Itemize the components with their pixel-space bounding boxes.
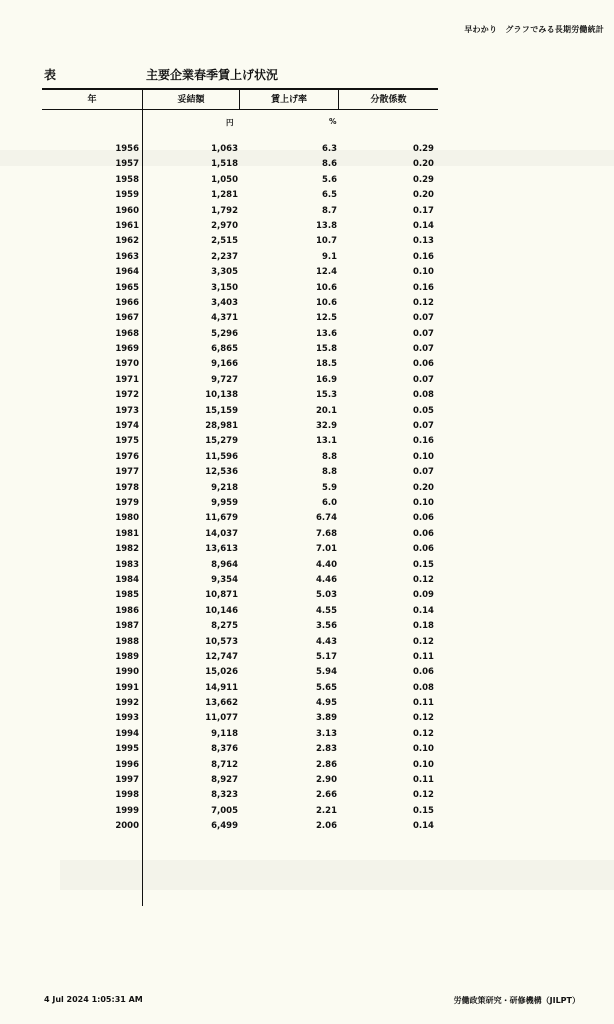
cell-year: 1983 [115, 559, 139, 570]
cell-coefficient: 0.08 [413, 682, 434, 693]
cell-coefficient: 0.08 [413, 390, 434, 401]
cell-rate: 10.7 [316, 236, 337, 247]
table-row [0, 357, 614, 372]
cell-year: 1957 [115, 159, 139, 170]
table-row [0, 250, 614, 265]
cell-coefficient: 0.09 [413, 590, 434, 601]
cell-rate: 20.1 [316, 405, 337, 416]
cell-amount: 10,138 [205, 390, 238, 401]
table-row [0, 496, 614, 511]
cell-amount: 9,166 [211, 359, 238, 370]
table-row [0, 404, 614, 419]
cell-rate: 3.13 [316, 728, 337, 739]
cell-year: 1969 [115, 344, 139, 355]
column-header-rate: 賃上げ率 [270, 95, 307, 105]
cell-year: 1964 [115, 267, 139, 278]
cell-year: 1974 [115, 421, 139, 432]
cell-rate: 2.66 [316, 790, 337, 801]
cell-amount: 14,037 [205, 528, 238, 539]
table-row [0, 819, 614, 834]
cell-coefficient: 0.07 [413, 374, 434, 385]
cell-rate: 6.74 [316, 513, 337, 524]
cell-coefficient: 0.12 [413, 574, 434, 585]
cell-coefficient: 0.20 [413, 190, 434, 201]
cell-amount: 11,596 [205, 451, 238, 462]
table-row [0, 788, 614, 803]
table-row [0, 527, 614, 542]
cell-rate: 5.17 [316, 651, 337, 662]
cell-amount: 9,118 [211, 728, 238, 739]
cell-rate: 15.8 [316, 344, 337, 355]
cell-coefficient: 0.12 [413, 636, 434, 647]
table-top-rule [42, 88, 438, 90]
cell-year: 1996 [115, 759, 139, 770]
cell-year: 1987 [115, 621, 139, 632]
table-row [0, 758, 614, 773]
print-timestamp: 4 Jul 2024 1:05:31 AM [44, 995, 143, 1004]
table-row [0, 188, 614, 203]
cell-amount: 10,871 [205, 590, 238, 601]
cell-rate: 13.8 [316, 220, 337, 231]
cell-amount: 9,354 [211, 574, 238, 585]
cell-year: 1963 [115, 251, 139, 262]
table-row [0, 157, 614, 172]
cell-amount: 13,613 [205, 544, 238, 555]
table-row [0, 481, 614, 496]
cell-rate: 16.9 [316, 374, 337, 385]
cell-rate: 2.83 [316, 744, 337, 755]
table-row [0, 327, 614, 342]
cell-rate: 18.5 [316, 359, 337, 370]
cell-year: 1978 [115, 482, 139, 493]
unit-rate: % [329, 117, 337, 126]
cell-amount: 28,981 [205, 421, 238, 432]
unit-amount: 円 [226, 118, 234, 127]
cell-coefficient: 0.16 [413, 436, 434, 447]
table-row [0, 558, 614, 573]
cell-coefficient: 0.10 [413, 497, 434, 508]
table-row [0, 342, 614, 357]
cell-rate: 2.86 [316, 759, 337, 770]
cell-amount: 1,050 [211, 174, 238, 185]
cell-year: 1986 [115, 605, 139, 616]
cell-amount: 10,146 [205, 605, 238, 616]
cell-coefficient: 0.07 [413, 313, 434, 324]
cell-year: 1998 [115, 790, 139, 801]
cell-amount: 8,275 [211, 621, 238, 632]
cell-rate: 8.8 [321, 467, 337, 478]
table-row [0, 296, 614, 311]
cell-coefficient: 0.07 [413, 328, 434, 339]
table-row [0, 727, 614, 742]
cell-amount: 1,792 [211, 205, 238, 216]
cell-amount: 4,371 [211, 313, 238, 324]
cell-year: 1961 [115, 220, 139, 231]
bleed-through-shade [60, 860, 614, 890]
cell-rate: 6.0 [321, 497, 337, 508]
cell-amount: 15,026 [205, 667, 238, 678]
cell-amount: 6,865 [211, 344, 238, 355]
cell-amount: 3,403 [211, 297, 238, 308]
cell-amount: 8,712 [211, 759, 238, 770]
table-row [0, 773, 614, 788]
cell-year: 1997 [115, 775, 139, 786]
cell-year: 1976 [115, 451, 139, 462]
table-row [0, 804, 614, 819]
cell-rate: 8.8 [321, 451, 337, 462]
cell-amount: 8,323 [211, 790, 238, 801]
table-row [0, 388, 614, 403]
cell-year: 1981 [115, 528, 139, 539]
cell-coefficient: 0.12 [413, 297, 434, 308]
cell-rate: 15.3 [316, 390, 337, 401]
cell-year: 1994 [115, 728, 139, 739]
cell-rate: 8.6 [321, 159, 337, 170]
table-row [0, 173, 614, 188]
cell-coefficient: 0.12 [413, 790, 434, 801]
cell-coefficient: 0.12 [413, 728, 434, 739]
cell-year: 1991 [115, 682, 139, 693]
cell-amount: 3,150 [211, 282, 238, 293]
cell-year: 1971 [115, 374, 139, 385]
table-row [0, 419, 614, 434]
cell-year: 1985 [115, 590, 139, 601]
cell-year: 1999 [115, 805, 139, 816]
cell-rate: 4.95 [316, 698, 337, 709]
column-header-coefficient: 分散係数 [370, 95, 407, 105]
cell-coefficient: 0.13 [413, 236, 434, 247]
cell-amount: 1,518 [211, 159, 238, 170]
cell-coefficient: 0.06 [413, 544, 434, 555]
cell-coefficient: 0.06 [413, 667, 434, 678]
cell-rate: 32.9 [316, 421, 337, 432]
cell-year: 1965 [115, 282, 139, 293]
table-row [0, 542, 614, 557]
cell-amount: 9,727 [211, 374, 238, 385]
cell-coefficient: 0.10 [413, 759, 434, 770]
cell-coefficient: 0.06 [413, 359, 434, 370]
table-row [0, 588, 614, 603]
table-row [0, 434, 614, 449]
header-divider [239, 90, 240, 109]
cell-rate: 8.7 [321, 205, 337, 216]
table-row [0, 234, 614, 249]
table-row [0, 465, 614, 480]
cell-amount: 15,159 [205, 405, 238, 416]
cell-year: 1993 [115, 713, 139, 724]
cell-coefficient: 0.16 [413, 282, 434, 293]
table-row [0, 511, 614, 526]
cell-amount: 2,515 [211, 236, 238, 247]
cell-coefficient: 0.20 [413, 482, 434, 493]
cell-coefficient: 0.11 [413, 651, 434, 662]
cell-rate: 13.1 [316, 436, 337, 447]
cell-year: 1959 [115, 190, 139, 201]
cell-amount: 9,959 [211, 497, 238, 508]
cell-rate: 10.6 [316, 282, 337, 293]
table-row [0, 619, 614, 634]
cell-amount: 13,662 [205, 698, 238, 709]
cell-rate: 10.6 [316, 297, 337, 308]
table-row [0, 742, 614, 757]
cell-coefficient: 0.20 [413, 159, 434, 170]
cell-year: 2000 [115, 821, 139, 832]
cell-year: 1992 [115, 698, 139, 709]
cell-amount: 7,005 [211, 805, 238, 816]
cell-year: 1982 [115, 544, 139, 555]
cell-rate: 5.9 [321, 482, 337, 493]
cell-coefficient: 0.14 [413, 821, 434, 832]
cell-year: 1980 [115, 513, 139, 524]
cell-rate: 6.3 [321, 144, 337, 154]
cell-year: 1995 [115, 744, 139, 755]
cell-coefficient: 0.14 [413, 220, 434, 231]
cell-rate: 2.06 [316, 821, 337, 832]
table-row [0, 573, 614, 588]
cell-year: 1979 [115, 497, 139, 508]
cell-amount: 1,063 [211, 144, 238, 154]
cell-coefficient: 0.16 [413, 251, 434, 262]
cell-year: 1990 [115, 667, 139, 678]
cell-amount: 8,927 [211, 775, 238, 786]
cell-year: 1973 [115, 405, 139, 416]
cell-coefficient: 0.11 [413, 698, 434, 709]
cell-amount: 5,296 [211, 328, 238, 339]
cell-amount: 10,573 [205, 636, 238, 647]
cell-rate: 5.94 [316, 667, 337, 678]
cell-amount: 9,218 [211, 482, 238, 493]
cell-year: 1962 [115, 236, 139, 247]
column-header-amount: 妥結額 [177, 95, 205, 105]
cell-coefficient: 0.11 [413, 775, 434, 786]
cell-rate: 4.46 [316, 574, 337, 585]
table-row [0, 604, 614, 619]
table-row [0, 650, 614, 665]
cell-year: 1968 [115, 328, 139, 339]
cell-rate: 4.55 [316, 605, 337, 616]
cell-rate: 3.56 [316, 621, 337, 632]
cell-coefficient: 0.06 [413, 528, 434, 539]
cell-amount: 8,376 [211, 744, 238, 755]
cell-amount: 12,536 [205, 467, 238, 478]
cell-year: 1972 [115, 390, 139, 401]
cell-amount: 15,279 [205, 436, 238, 447]
table-row [0, 373, 614, 388]
cell-coefficient: 0.29 [413, 144, 434, 154]
cell-rate: 3.89 [316, 713, 337, 724]
header-divider [142, 90, 143, 109]
table-row [0, 681, 614, 696]
cell-rate: 2.90 [316, 775, 337, 786]
cell-amount: 3,305 [211, 267, 238, 278]
cell-rate: 5.6 [321, 174, 337, 185]
cell-coefficient: 0.15 [413, 805, 434, 816]
cell-amount: 6,499 [211, 821, 238, 832]
cell-amount: 11,077 [205, 713, 238, 724]
table-row [0, 711, 614, 726]
cell-rate: 13.6 [316, 328, 337, 339]
table-row [0, 635, 614, 650]
table-label: 表 [44, 68, 57, 82]
cell-rate: 2.21 [316, 805, 337, 816]
cell-coefficient: 0.29 [413, 174, 434, 185]
header-divider [338, 90, 339, 109]
cell-coefficient: 0.10 [413, 267, 434, 278]
cell-year: 1966 [115, 297, 139, 308]
cell-year: 1984 [115, 574, 139, 585]
column-header-year: 年 [87, 95, 97, 105]
cell-year: 1970 [115, 359, 139, 370]
cell-year: 1977 [115, 467, 139, 478]
cell-amount: 2,970 [211, 220, 238, 231]
table-row [0, 219, 614, 234]
cell-coefficient: 0.10 [413, 451, 434, 462]
source-header: 早わかり グラフでみる長期労働統計 [464, 25, 604, 34]
cell-rate: 12.4 [316, 267, 337, 278]
cell-year: 1988 [115, 636, 139, 647]
cell-year: 1960 [115, 205, 139, 216]
cell-rate: 9.1 [321, 251, 337, 262]
cell-rate: 4.43 [316, 636, 337, 647]
table-row [0, 311, 614, 326]
publisher-name: 労働政策研究・研修機構（JILPT） [453, 996, 580, 1005]
cell-year: 1967 [115, 313, 139, 324]
cell-rate: 7.68 [316, 528, 337, 539]
cell-amount: 12,747 [205, 651, 238, 662]
cell-coefficient: 0.17 [413, 205, 434, 216]
cell-rate: 5.03 [316, 590, 337, 601]
table-row [0, 281, 614, 296]
cell-amount: 11,679 [205, 513, 238, 524]
cell-year: 1989 [115, 651, 139, 662]
header-bottom-rule [42, 109, 438, 110]
table-title: 主要企業春季賃上げ状況 [146, 68, 279, 82]
cell-rate: 6.5 [321, 190, 337, 201]
cell-rate: 12.5 [316, 313, 337, 324]
cell-coefficient: 0.06 [413, 513, 434, 524]
cell-rate: 7.01 [316, 544, 337, 555]
cell-year: 1975 [115, 436, 139, 447]
cell-coefficient: 0.07 [413, 344, 434, 355]
table-row [0, 696, 614, 711]
table-row [0, 450, 614, 465]
cell-coefficient: 0.15 [413, 559, 434, 570]
cell-coefficient: 0.07 [413, 421, 434, 432]
cell-rate: 4.40 [316, 559, 337, 570]
cell-coefficient: 0.05 [413, 405, 434, 416]
cell-coefficient: 0.18 [413, 621, 434, 632]
cell-year: 1956 [115, 144, 139, 154]
cell-amount: 2,237 [211, 251, 238, 262]
cell-amount: 14,911 [205, 682, 238, 693]
table-row [0, 204, 614, 219]
cell-coefficient: 0.14 [413, 605, 434, 616]
cell-coefficient: 0.10 [413, 744, 434, 755]
cell-amount: 8,964 [211, 559, 238, 570]
cell-coefficient: 0.07 [413, 467, 434, 478]
table-row [0, 665, 614, 680]
table-row [0, 142, 614, 157]
table-row [0, 265, 614, 280]
cell-amount: 1,281 [211, 190, 238, 201]
cell-rate: 5.65 [316, 682, 337, 693]
cell-year: 1958 [115, 174, 139, 185]
table-body [0, 142, 614, 835]
cell-coefficient: 0.12 [413, 713, 434, 724]
